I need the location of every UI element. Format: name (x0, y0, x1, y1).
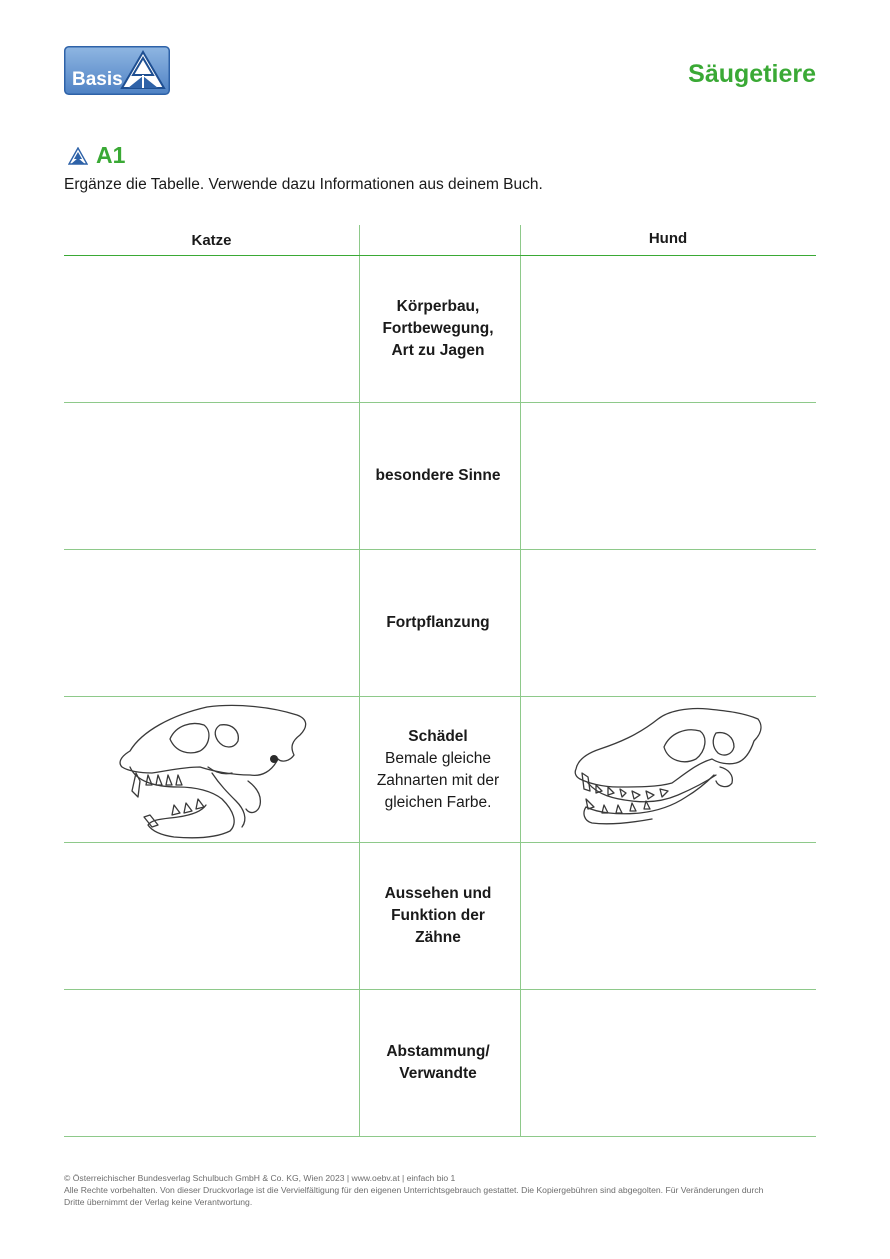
basis-logo-icon (64, 46, 170, 95)
row-label-sinne (360, 403, 516, 549)
row-label-line: besondere Sinne (375, 467, 501, 484)
footer-line: Alle Rechte vorbehalten. Von dieser Druckvorlage ist die Vervielfältigung für den eigenen Unterrichtsgebrauch gestattet. Die Kopiergebühren sind abgegolten. Für Veränderungen durch (64, 1185, 764, 1195)
row-label-line: Verwandte (399, 1065, 477, 1082)
row-label-zaehne (360, 843, 516, 989)
footer-line: Dritte übernimmt der Verlag keine Verantwortung. (64, 1197, 253, 1207)
table-bottom-rule (64, 1136, 816, 1137)
dog-skull-drawing (568, 703, 768, 833)
basis-level-icon (68, 147, 88, 165)
basis-logo (64, 46, 170, 95)
logo-text: Basis (72, 69, 123, 90)
row-label-line: Fortpflanzung (386, 614, 490, 631)
task-id: A1 (96, 142, 126, 168)
cat-skull-drawing (112, 701, 312, 841)
row-note-line: Zahnarten mit der (376, 771, 500, 789)
row-label-line: Fortbewegung, (382, 320, 494, 337)
row-label-fortpflanzung (360, 550, 516, 696)
row-label-line: Funktion der (391, 907, 485, 924)
footer-line: © Österreichischer Bundesverlag Schulbuch GmbH & Co. KG, Wien 2023 | www.oebv.at | einfach bio 1 (64, 1173, 456, 1183)
row-label-line: Art zu Jagen (391, 342, 485, 359)
column-header-cat: Katze (191, 232, 232, 249)
row-note-line: gleichen Farbe. (384, 793, 492, 811)
row-label-line: Körperbau, (396, 298, 480, 315)
row-label-line: Abstammung/ (386, 1043, 490, 1060)
comparison-table (64, 225, 816, 1137)
row-note-line: Bemale gleiche (385, 749, 491, 767)
row-label-koerperbau (360, 256, 516, 402)
task-instruction: Ergänze die Tabelle. Verwende dazu Informationen aus deinem Buch. (64, 176, 543, 193)
row-label-line: Aussehen und (384, 885, 492, 902)
row-label-line: Schädel (408, 727, 468, 745)
row-label-line: Zähne (415, 929, 461, 946)
footer-copyright (64, 1172, 824, 1208)
row-label-schaedel (360, 697, 516, 842)
page-title: Säugetiere (688, 60, 816, 88)
column-header-dog: Hund (648, 230, 688, 247)
row-label-abstammung (360, 990, 516, 1136)
task-heading (68, 142, 125, 169)
column-divider-right (520, 225, 521, 1137)
